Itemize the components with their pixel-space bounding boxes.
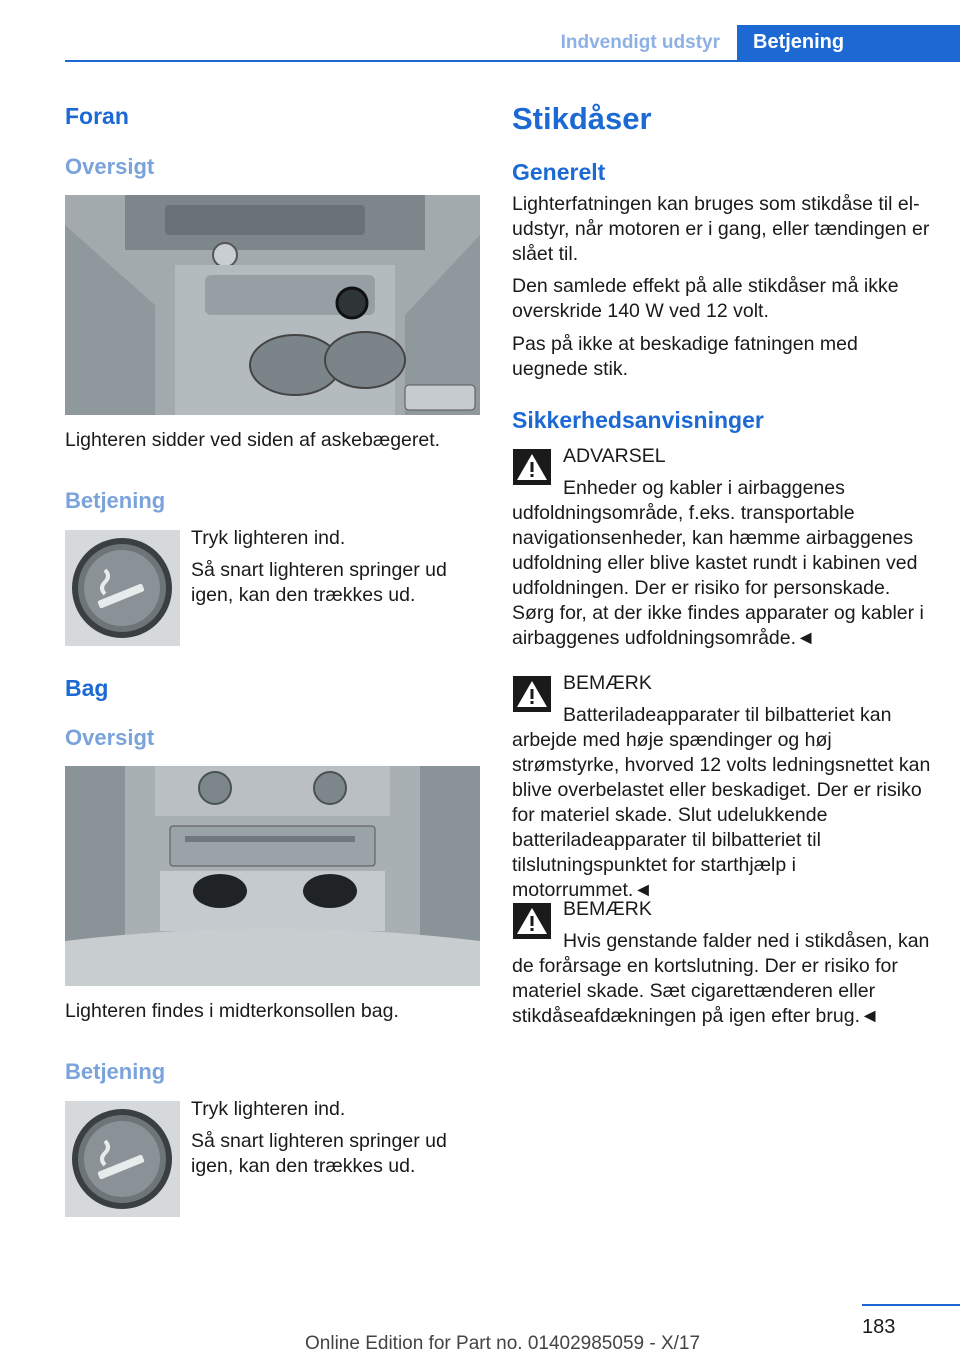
warning-3-label: BEMÆRK [563, 898, 652, 920]
warning-2-label: BEMÆRK [563, 672, 652, 694]
front-overview-heading: Oversigt [65, 154, 155, 179]
lighter-button-image-rear [65, 1101, 180, 1217]
page-number: 183 [862, 1316, 896, 1338]
rear-op-line2: Så snart lighteren springer ud igen, kan den trækkes ud. [191, 1130, 447, 1177]
section-tab: Indvendigt udstyr [560, 32, 720, 53]
rear-operation-heading: Betjening [65, 1059, 166, 1084]
page-header [0, 0, 960, 62]
rear-console-photo [65, 766, 480, 986]
general-paragraph-3: Pas på ikke at beskadige fatningen med uegnede stik. [512, 333, 858, 380]
footer-rule [862, 1304, 960, 1306]
warning-1-label: ADVARSEL [563, 445, 666, 467]
header-rule [65, 60, 960, 62]
lighter-button-image [65, 530, 180, 646]
active-tab: Betjening [737, 25, 960, 60]
safety-heading: Sikkerhedsanvisninger [512, 407, 764, 433]
warning-1-text: Enheder og kabler i airbaggenes udfoldningsområde, f.eks. transportable navigationsenheder, kan hæmme airbaggenes udfoldning eller blive kastet rundt i kabinen ved udfoldningen. Der er risiko for personskade. Sørg for, at der ikke findes apparater og kabler i airbaggenes udfoldningsområde.◄ [512, 477, 924, 649]
general-paragraph-2: Den samlede effekt på alle stikdåser må ikke overskride 140 W ved 12 volt. [512, 275, 899, 322]
edition-footer: Online Edition for Part no. 01402985059 - X/17 [305, 1333, 701, 1354]
rear-heading: Bag [65, 675, 109, 701]
general-heading: Generelt [512, 159, 606, 185]
section-title: Stikdåser [512, 101, 652, 136]
front-heading: Foran [65, 103, 129, 129]
front-op-line2: Så snart lighteren springer ud igen, kan den trækkes ud. [191, 559, 447, 606]
front-caption: Lighteren sidder ved siden af askebægeret. [65, 429, 441, 451]
front-console-photo [65, 195, 480, 415]
rear-overview-heading: Oversigt [65, 725, 155, 750]
warning-2-text: Batteriladeapparater til bilbatteriet kan arbejde med høje spændinger og høj strømstyrke, hvorved 12 volts ledningsnettet kan blive overbelastet eller beskadiget. Der er risiko for materiel skade. Slut udelukkende batteriladeapparater til bilbatteriet til tilslutningspunktet for starthjælp i motorrummet.◄ [512, 704, 931, 901]
rear-op-line1: Tryk lighteren ind. [191, 1098, 346, 1120]
front-operation-heading: Betjening [65, 488, 166, 513]
general-paragraph-1: Lighterfatningen kan bruges som stikdåse til el-udstyr, når motoren er i gang, eller tændingen er slået til. [512, 193, 930, 265]
warning-3-text: Hvis genstande falder ned i stikdåsen, kan de forårsage en kortslutning. Der er risiko for materiel skade. Sæt cigarettænderen eller stikdåseafdækningen på igen efter brug.◄ [512, 930, 930, 1027]
front-op-line1: Tryk lighteren ind. [191, 527, 346, 549]
rear-caption: Lighteren findes i midterkonsollen bag. [65, 1000, 399, 1022]
